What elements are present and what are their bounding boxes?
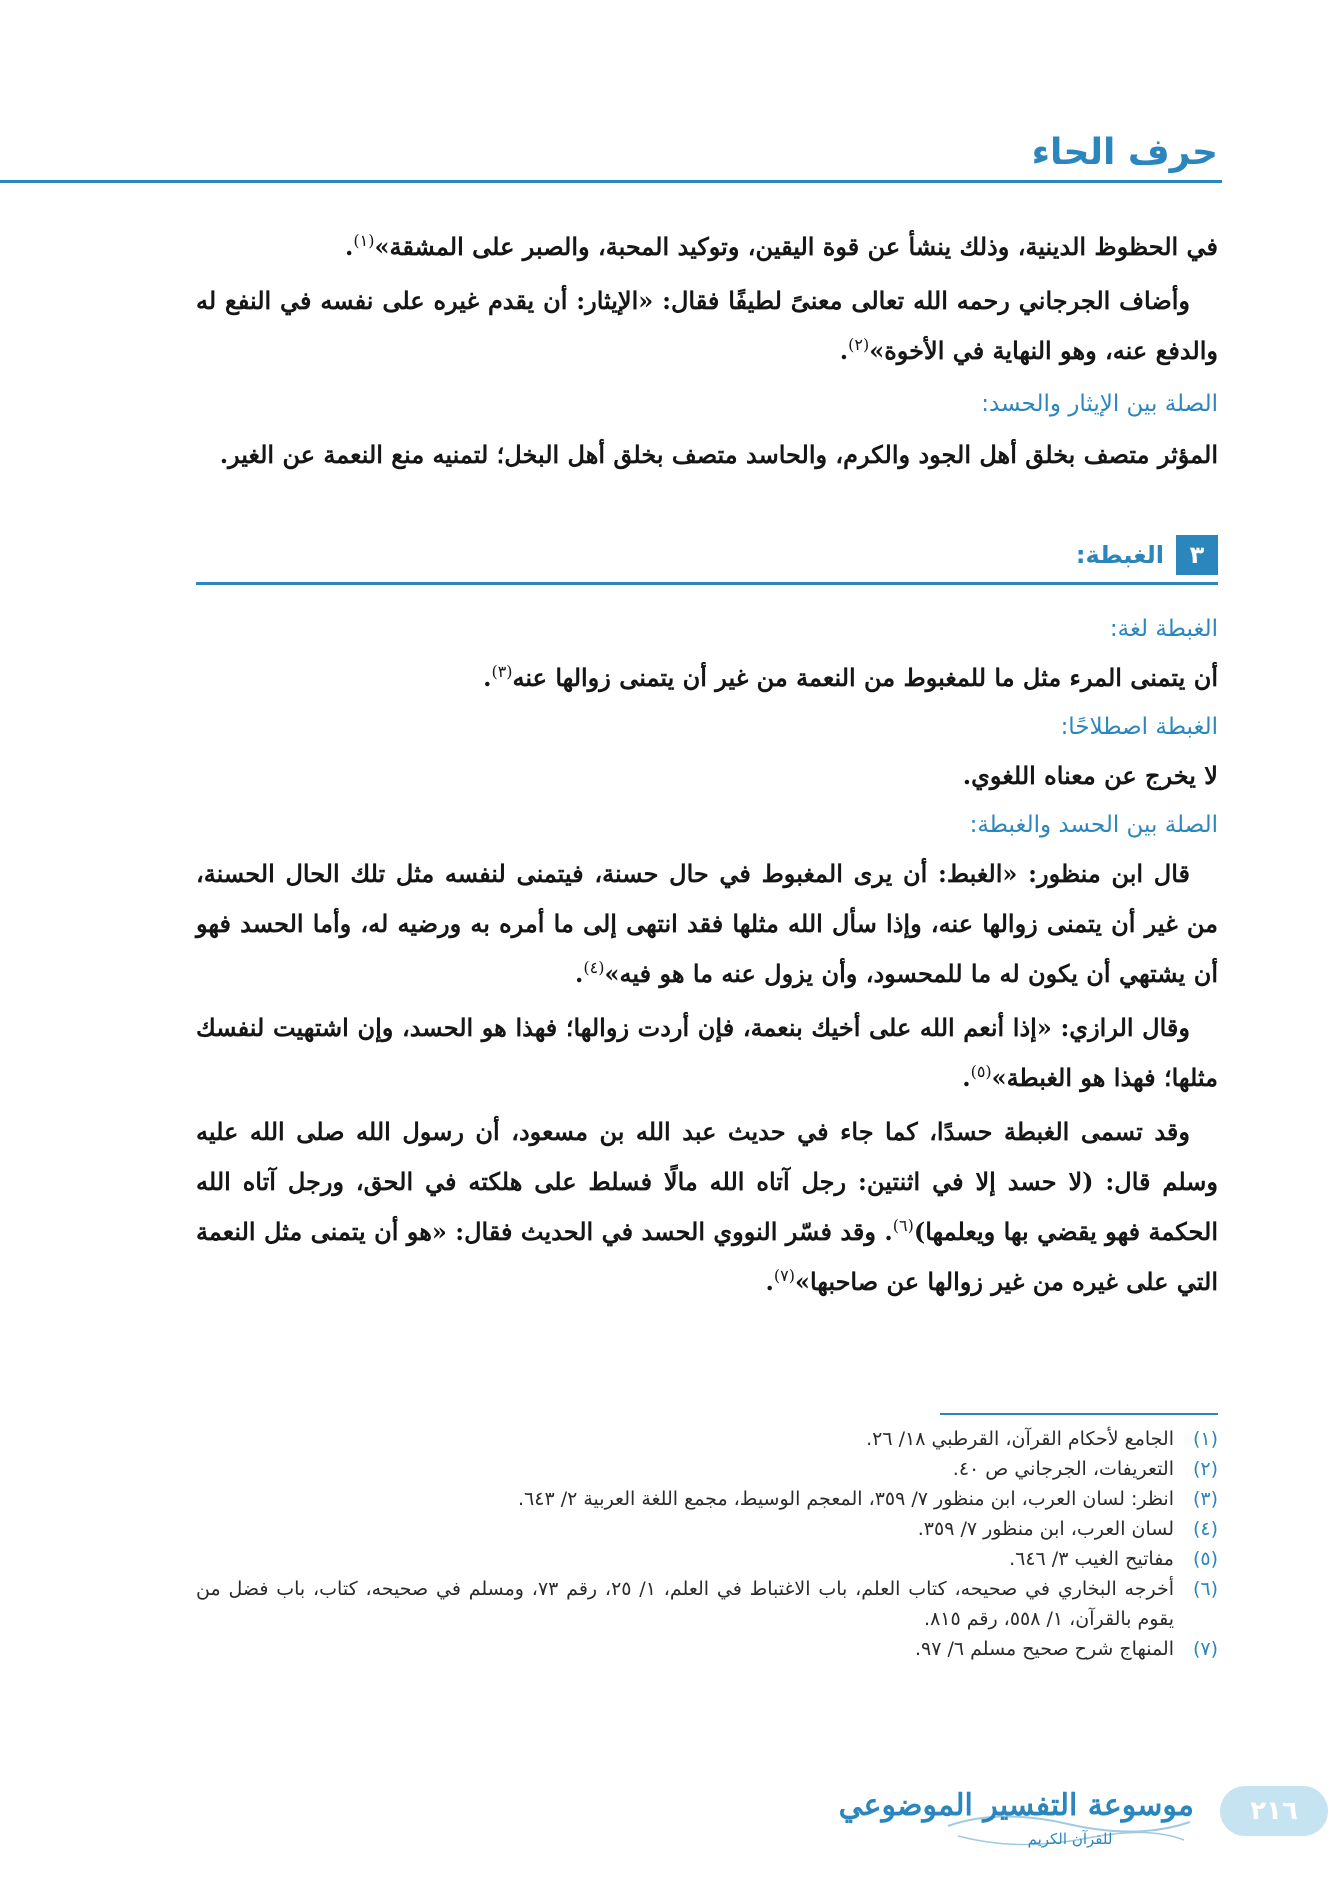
paragraph-5: لا يخرج عن معناه اللغوي. <box>962 761 1218 790</box>
paragraph-7-text: وقال الرازي: «إذا أنعم الله على أخيك بنعمة، فإن أردت زوالها؛ فهذا هو الحسد، وإن اشتهيت لنفسك مثلها؛ فهذا هو الغبطة» <box>196 1013 1218 1092</box>
footnote-item <box>196 1484 1218 1514</box>
footnote-item <box>196 1424 1218 1454</box>
encyclopedia-logo <box>838 1778 1200 1864</box>
paragraph-8 <box>196 1107 1218 1307</box>
period: . <box>839 336 849 365</box>
period: . <box>575 959 584 988</box>
footnote-ref-7[interactable]: (٧) <box>773 1266 795 1285</box>
paragraph-7 <box>196 1003 1218 1103</box>
footnote-item <box>196 1514 1218 1544</box>
period: . <box>345 232 354 261</box>
section-number-badge: ٣ <box>1176 535 1218 575</box>
period: . <box>962 1063 971 1092</box>
paragraph-4 <box>196 653 1218 703</box>
subheading-ithar-hasad: الصلة بين الإيثار والحسد: <box>981 391 1218 417</box>
footnote-number: (٦) <box>1192 1578 1218 1600</box>
paragraph-6-text: قال ابن منظور: «الغبط: أن يرى المغبوط في حال حسنة، فيتمنى لنفسه مثل تلك الحال الحسنة، من غير أن يتمنى زوالها عنه، وإذا سأل الله مثلها فقد انتهى إلى ما أمره به ورضيه له، وأما الحسد فهو أن يشتهي أن يكون له ما للمحسود، وأن يزول عنه ما هو فيه» <box>196 859 1218 988</box>
footnote-number: (١) <box>1192 1428 1218 1450</box>
footnote-item <box>196 1634 1218 1664</box>
footnote-text: التعريفات، الجرجاني ص ٤٠. <box>952 1458 1174 1480</box>
paragraph-3: المؤثر متصف بخلق أهل الجود والكرم، والحاسد متصف بخلق أهل البخل؛ لتمنيه منع النعمة عن الغير. <box>219 440 1218 469</box>
logo-subtitle: للقرآن الكريم <box>1027 1830 1113 1848</box>
footnote-item <box>196 1454 1218 1484</box>
footnote-number: (٢) <box>1192 1458 1218 1480</box>
footnote-text: لسان العرب، ابن منظور ٧/ ٣٥٩. <box>917 1518 1174 1540</box>
paragraph-4-text: أن يتمنى المرء مثل ما للمغبوط من النعمة من غير أن يتمنى زوالها عنه <box>512 663 1218 692</box>
paragraph-8-text: وقد تسمى الغبطة حسدًا، كما جاء في حديث عبد الله بن مسعود، أن رسول الله صلى الله عليه وسلم قال: (لا حسد إلا في اثنتين: رجل آتاه الله مالًا فسلط على هلكته في الحق، ورجل آتاه الله الحكمة فهو يقضي بها ويعلمها) <box>196 1117 1218 1246</box>
footnote-number: (٧) <box>1192 1638 1218 1660</box>
footnote-separator <box>940 1413 1218 1415</box>
footnote-ref-6[interactable]: (٦) <box>892 1216 914 1235</box>
subheading-ghibta-istilah: الغبطة اصطلاحًا: <box>1060 714 1218 740</box>
footnote-ref-3[interactable]: (٣) <box>491 662 513 681</box>
paragraph-1-text: في الحظوظ الدينية، وذلك ينشأ عن قوة اليقين، وتوكيد المحبة، والصبر على المشقة» <box>374 232 1218 261</box>
period: . <box>483 663 492 692</box>
subheading-hasad-ghibta: الصلة بين الحسد والغبطة: <box>969 812 1218 838</box>
chapter-title: حرف الحاء <box>1031 132 1218 173</box>
footnote-item <box>196 1544 1218 1574</box>
footnote-number: (٣) <box>1192 1488 1218 1510</box>
paragraph-2 <box>196 276 1218 376</box>
footnote-text: المنهاج شرح صحيح مسلم ٦/ ٩٧. <box>914 1638 1174 1660</box>
period: . <box>765 1267 774 1296</box>
logo-title: موسوعة التفسير الموضوعي <box>838 1788 1194 1823</box>
footnote-text: مفاتيح الغيب ٣/ ٦٤٦. <box>1009 1548 1174 1570</box>
footnote-number: (٤) <box>1192 1518 1218 1540</box>
footnote-text: انظر: لسان العرب، ابن منظور ٧/ ٣٥٩، المعجم الوسيط، مجمع اللغة العربية ٢/ ٦٤٣. <box>517 1488 1174 1510</box>
footnote-item <box>196 1574 1218 1634</box>
section-rule <box>196 582 1218 585</box>
footnote-text: أخرجه البخاري في صحيحه، كتاب العلم، باب الاغتباط في العلم، ١/ ٢٥، رقم ٧٣، ومسلم في صحيحه، كتاب، باب فضل من يقوم بالقرآن، ١/ ٥٥٨، رقم ٨١٥. <box>196 1578 1174 1630</box>
paragraph-1 <box>196 222 1218 272</box>
paragraph-6 <box>196 849 1218 999</box>
paragraph-8-continuation: . وقد فسّر النووي الحسد في الحديث فقال: «هو أن يتمنى مثل النعمة التي على غيره من غير زوالها عن صاحبها» <box>196 1217 1218 1296</box>
footnotes <box>196 1424 1218 1664</box>
footnote-ref-1[interactable]: (١) <box>353 231 375 250</box>
main-text <box>196 222 1218 1307</box>
subheading-ghibta-lugha: الغبطة لغة: <box>1109 616 1218 642</box>
section-header <box>196 534 1218 576</box>
section-title: الغبطة: <box>1075 541 1164 569</box>
footnote-text: الجامع لأحكام القرآن، القرطبي ١٨/ ٢٦. <box>866 1428 1174 1450</box>
footnote-ref-5[interactable]: (٥) <box>970 1062 992 1081</box>
page-number: ٢١٦ <box>1220 1786 1328 1836</box>
header-rule <box>0 180 1222 183</box>
footnote-number: (٥) <box>1192 1548 1218 1570</box>
footnote-ref-4[interactable]: (٤) <box>583 958 605 977</box>
footnote-ref-2[interactable]: (٢) <box>848 335 870 354</box>
paragraph-2-text: وأضاف الجرجاني رحمه الله تعالى معنىً لطيفًا فقال: «الإيثار: أن يقدم غيره على نفسه في النفع له والدفع عنه، وهو النهاية في الأخوة» <box>196 286 1218 365</box>
